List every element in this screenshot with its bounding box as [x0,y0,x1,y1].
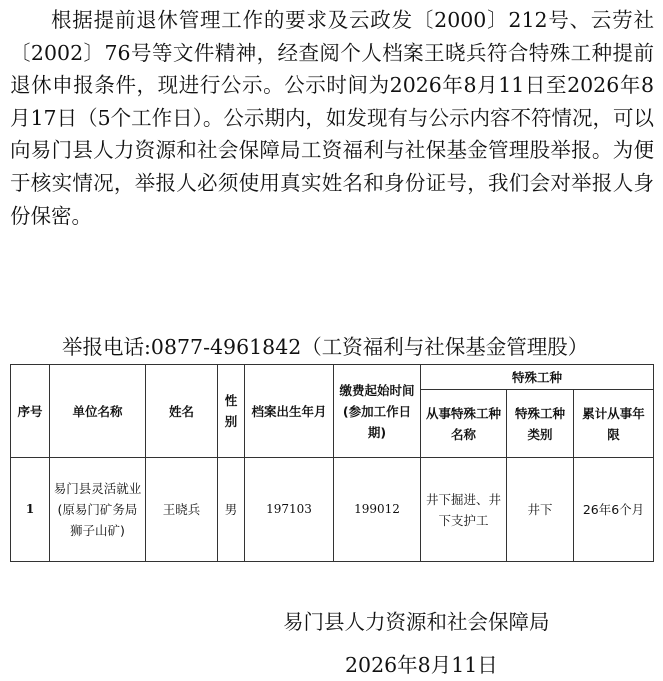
header-gender: 性别 [218,365,245,458]
header-unit: 单位名称 [50,365,146,458]
cell-special-type: 井下 [507,458,574,562]
header-name: 姓名 [146,365,218,458]
table-row [11,458,654,562]
header-special-years: 累计从事年限 [574,390,654,458]
table-header-row [11,365,654,390]
header-birth: 档案出生年月 [245,365,334,458]
cell-seq: 1 [11,458,50,562]
header-special-type: 特殊工种类别 [507,390,574,458]
notice-body: 根据提前退休管理工作的要求及云政发〔2000〕212号、云劳社〔2002〕76号等文件精神，经查阅个人档案王晓兵符合特殊工种提前退休申报条件，现进行公示。公示时间为2026年8月11日至2026年8月17日（5个工作日）。公示期内，如发现有与公示内容不符情况，可以向易门县人力资源和社会保障局工资福利与社保基金管理股举报。为便于核实情况，举报人必须使用真实姓名和身份证号，我们会对举报人身份保密。 [10,8,654,228]
cell-name: 王晓兵 [146,458,218,562]
cell-special-years: 26年6个月 [574,458,654,562]
header-seq: 序号 [11,365,50,458]
header-special-name: 从事特殊工种名称 [421,390,507,458]
issue-date: 2026年8月11日 [345,653,498,677]
cell-birth: 197103 [245,458,334,562]
header-special: 特殊工种 [421,365,654,390]
cell-gender: 男 [218,458,245,562]
report-phone-line: 举报电话:0877-4961842（工资福利与社保基金管理股） [62,335,589,359]
cell-unit: 易门县灵活就业(原易门矿务局狮子山矿) [50,458,146,562]
cell-special-name: 井下掘进、井下支护工 [421,458,507,562]
cell-start: 199012 [334,458,421,562]
header-start: 缴费起始时间(参加工作日期) [334,365,421,458]
issuing-organization: 易门县人力资源和社会保障局 [283,610,550,634]
applicant-table [10,364,654,562]
